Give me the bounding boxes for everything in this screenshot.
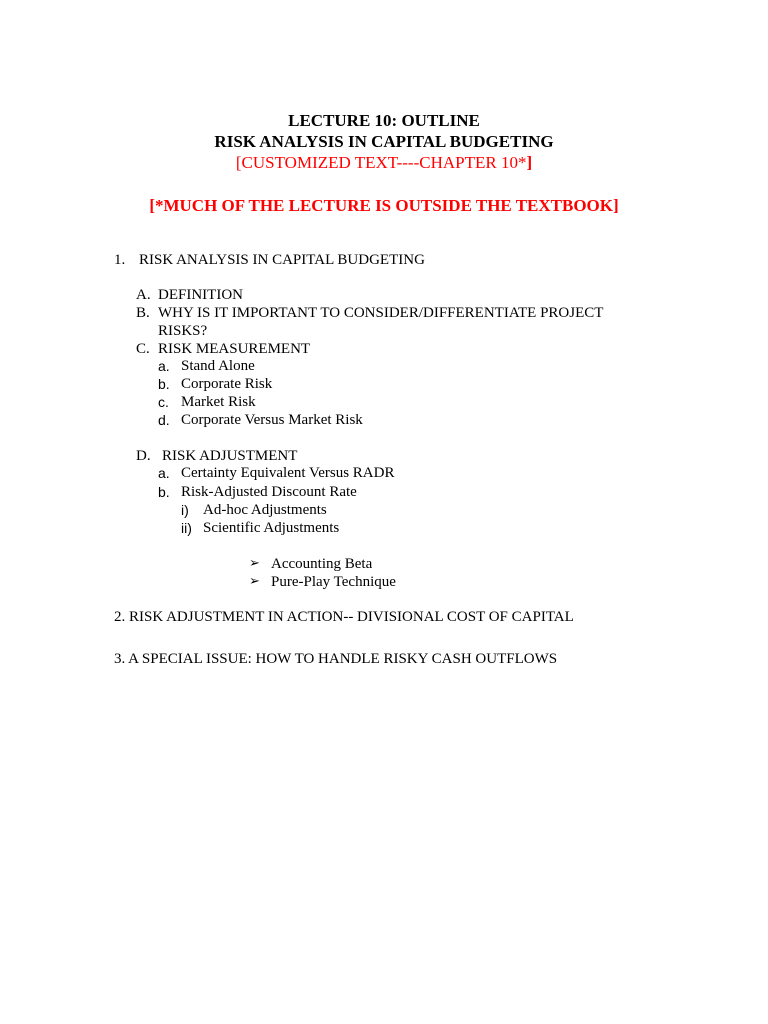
sublist-marker: b.: [158, 376, 170, 392]
customized-text-bracket: ]: [526, 153, 533, 172]
roman-marker: i): [181, 502, 189, 518]
arrow-bullet-icon: ➢: [249, 574, 260, 589]
roman-marker: ii): [181, 520, 192, 536]
section-number: 1.: [114, 252, 126, 268]
bullet-item: Pure-Play Technique: [271, 574, 396, 590]
sublist-marker: b.: [158, 484, 170, 500]
lecture-title: LECTURE 10: OUTLINE: [288, 111, 480, 130]
section-3-heading: 3. A SPECIAL ISSUE: HOW TO HANDLE RISKY CASH OUTFLOWS: [114, 651, 558, 667]
list-item: RISK ADJUSTMENT: [162, 448, 298, 464]
list-item: WHY IS IT IMPORTANT TO CONSIDER/DIFFERENTIATE PROJECT: [158, 305, 604, 321]
sublist-item: Certainty Equivalent Versus RADR: [181, 465, 395, 481]
list-marker: C.: [136, 341, 150, 357]
bullet-item: Accounting Beta: [271, 556, 373, 572]
sublist-item: Stand Alone: [181, 358, 255, 374]
list-item-continuation: RISKS?: [158, 323, 208, 339]
list-marker: B.: [136, 305, 150, 321]
section-title: RISK ANALYSIS IN CAPITAL BUDGETING: [139, 252, 425, 268]
section-2-heading: 2. RISK ADJUSTMENT IN ACTION-- DIVISIONAL COST OF CAPITAL: [114, 609, 574, 625]
sublist-marker: c.: [158, 394, 169, 410]
customized-text: [CUSTOMIZED TEXT----CHAPTER 10*: [235, 153, 527, 172]
sublist-item: Corporate Versus Market Risk: [181, 412, 363, 428]
sublist-marker: d.: [158, 412, 170, 428]
list-marker: D.: [136, 448, 151, 464]
textbook-warning: [*MUCH OF THE LECTURE IS OUTSIDE THE TEXTBOOK]: [149, 196, 619, 215]
roman-item: Ad-hoc Adjustments: [203, 502, 327, 518]
document-subtitle: RISK ANALYSIS IN CAPITAL BUDGETING: [214, 132, 554, 151]
list-marker: A.: [136, 287, 151, 303]
sublist-item: Risk-Adjusted Discount Rate: [181, 484, 357, 500]
list-item: RISK MEASUREMENT: [158, 341, 311, 357]
customized-text-note: [0, 153, 768, 173]
list-item: DEFINITION: [158, 287, 243, 303]
sublist-marker: a.: [158, 358, 170, 374]
arrow-bullet-icon: ➢: [249, 556, 260, 571]
roman-item: Scientific Adjustments: [203, 520, 340, 536]
sublist-item: Corporate Risk: [181, 376, 273, 392]
sublist-marker: a.: [158, 465, 170, 481]
sublist-item: Market Risk: [181, 394, 256, 410]
